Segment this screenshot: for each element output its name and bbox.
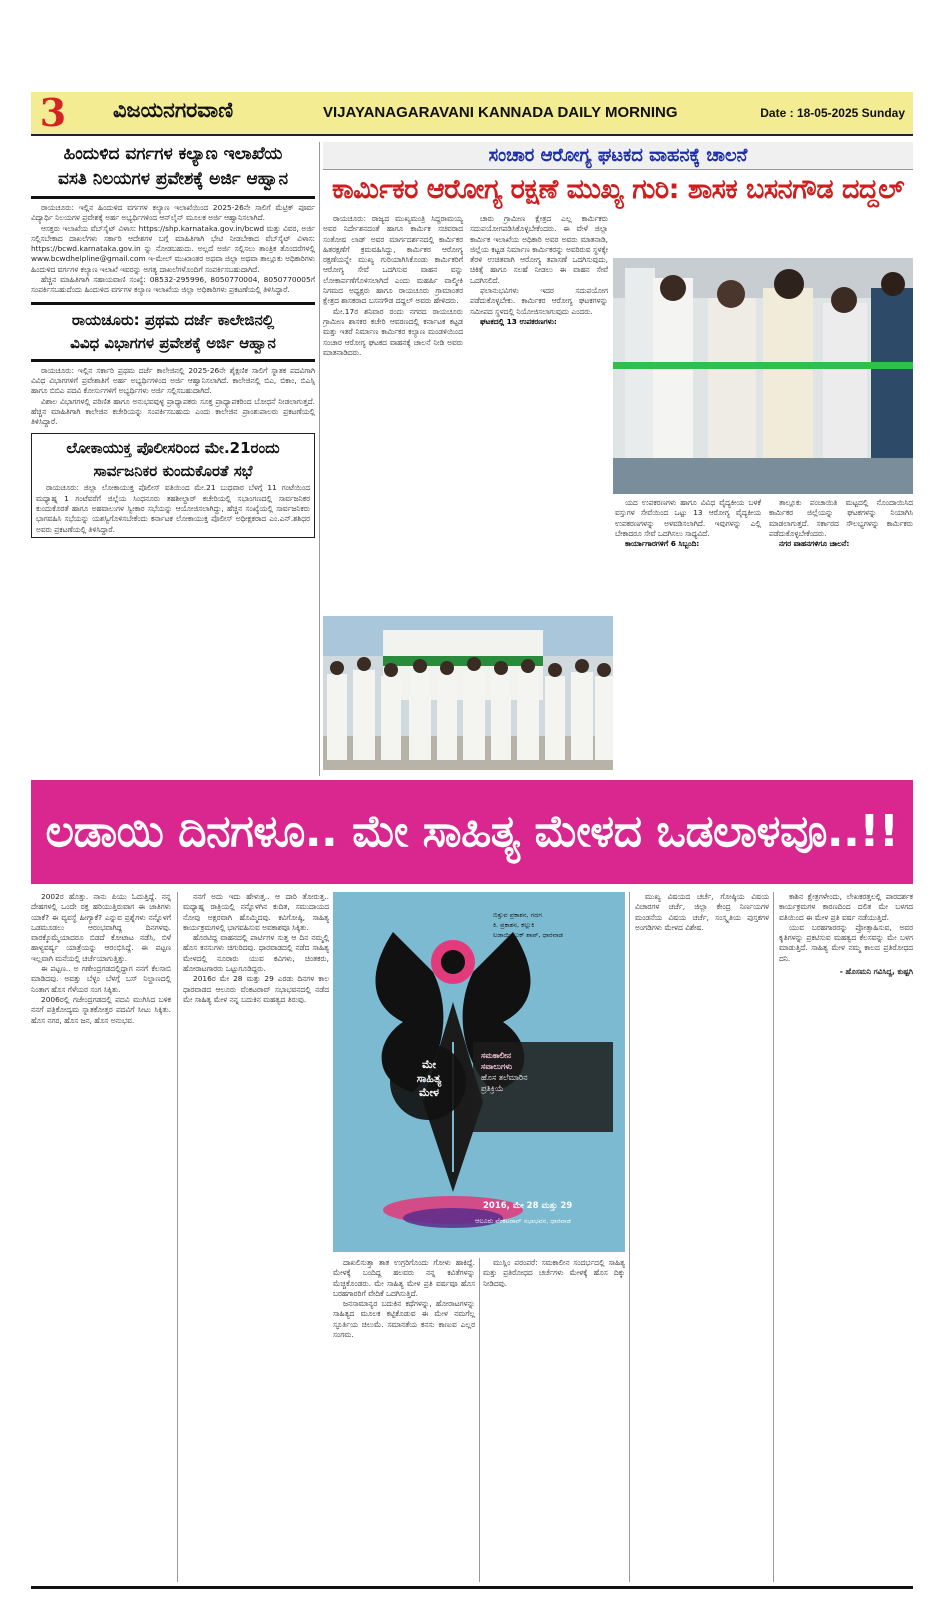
banner-headline: ಲಡಾಯಿ ದಿನಗಳೂ.. ಮೇ ಸಾಹಿತ್ಯ ಮೇಳದ ಒಡಲಾಳವೂ..!! (45, 806, 899, 857)
page-number: 3 (39, 90, 67, 135)
poster-date: 2016, ಮೇ 28 ಮತ್ತು 29 (483, 1201, 573, 1211)
group-illustration (323, 616, 613, 770)
story-body: ರಾಯಚೂರು: ಇಲ್ಲಿನ ಹಿಂದುಳಿದ ವರ್ಗಗಳ ಕಲ್ಯಾಣ ಇಲಾಖೆಯಿಂದ 2025-26ನೇ ಸಾಲಿಗೆ ಮೆಟ್ರಿಕ್ ಪೂರ್ವ ವಿದ್ಯಾರ್ಥಿ ನಿಲಯಗಳ ಪ್ರವೇಶಕ್ಕೆ ಅರ್ಹ ಅಭ್ಯರ್ಥಿಗಳಿಂದ ಆನ್‌ಲೈನ್ ಮೂಲಕ ಅರ್ಜಿ ಆಹ್ವಾನಿಸಲಾಗಿದೆ. ಆಸಕ್ತರು ಇಲಾಖೆಯ ವೆಬ್‌ಸೈಟ್ ವಿಳಾಸ: https://shp.karnataka.gov.in/bcwd ಮತ್ತು ವಿವರ, ಅರ್ಜಿ ಸಲ್ಲಿಸಬೇಕಾದ ದಾಖಲೆಗಳು ಸರ್ಕಾರಿ ಆದೇಶಗಳ ಬಗ್ಗೆ ಮಾಹಿತಿಗಾಗಿ ಭೇಟಿ ನೀಡಬೇಕಾದ ವೆಬ್‌ಸೈಟ್ ವಿಳಾಸ: https://bcwd.karnataka.gov.in ನ್ನು ನೋಡಬಹುದು. ಅಲ್ಲದೆ ಅರ್ಜಿ ಸಲ್ಲಿಸಲು ತಾಂತ್ರಿಕ ತೊಂದರೆಗಳಲ್ಲಿ www.bcwdhelpline@gmail.com ಇ-ಮೇಲ್ ಮುಖಾಂತರ ಅಥವಾ ಜಿಲ್ಲಾ ಅಥವಾ ತಾಲ್ಲೂಕು ಅಧಿಕಾರಿಗಳು ಹಿಂದುಳಿದ ವರ್ಗಗಳ ಕಲ್ಯಾಣ ಇಲಾಖೆ ಇವರನ್ನು ಅಗತ್ಯ ದಾಖಲೆಗಳೊಂದಿಗೆ ಸಂಪರ್ಕಿಸಬಹುದಾಗಿದೆ. ಹೆಚ್ಚಿನ ಮಾಹಿತಿಗಾಗಿ ಸಹಾಯವಾಣಿ ಸಂಖ್ಯೆ: 08532-295996, 8050770004, 8050770005ಗೆ ಸಂಪರ್ಕಿಸಬಹುದೆಂದು ಹಿಂದುಳಿದ ವರ್ಗಗಳ ಕಲ್ಯಾಣ ಇಲಾಖೆಯ ಜಿಲ್ಲಾ ಅಧಿಕಾರಿಗಳು ಪ್ರಕಟಣೆಯಲ್ಲಿ ತಿಳಿಸಿದ್ದಾರೆ. (31, 203, 315, 295)
poster-theme: ಸಮಕಾಲೀನ ಸವಾಲುಗಳು ಹೊಸ ತಲೆಮಾರಿನ ಪ್ರತಿಕ್ರಿಯೆ (481, 1051, 528, 1093)
story-column-2: ಚಾರು ಗ್ರಾಮೀಣ ಕ್ಷೇತ್ರದ ಎಲ್ಲ ಕಾರ್ಮಿಕರು ಸದುಪಯೋಗಪಡಿಸಿಕೊಳ್ಳಬೇಕೆಂದರು. ಈ ವೇಳೆ ಜಿಲ್ಲಾ ಕಾರ್ಮಿಕ ಇಲಾಖೆಯ ಅಧಿಕಾರಿ ಅವರ ಅವರು ಮಾತನಾಡಿ, ಜಿಲ್ಲೆಯ ಕಟ್ಟಡ ನಿರ್ಮಾಣ ಕಾರ್ಮಿಕರನ್ನು ಅವರಿರುವ ಸ್ಥಳಕ್ಕೇ ತೆರಳಿ ಉಚಿತವಾಗಿ ಆರೋಗ್ಯ ತಪಾಸಣೆ ಒದಗಿಸುವುದು, ಚಿಕಿತ್ಸೆ ಹಾಗೂ ಸಲಹೆ ನೀಡಲು ಈ ವಾಹನ ಸೇವೆ ಒದಗಿಸಲಿದೆ. ಫಲಾನುಭವಿಗಳು ಇದರ ಸದುಪಯೋಗ ಪಡೆದುಕೊಳ್ಳಬೇಕು. ಕಾರ್ಮಿಕರ ಆರೋಗ್ಯ ಘಟಕಗಳನ್ನು ಸಮೀಪದ ಸ್ಥಳದಲ್ಲಿ ನಿಯೋಜಿಸಲಾಗುವುದು ಎಂದರು. ಘಟಕದಲ್ಲಿ 13 ಉಪಕರಣಗಳು: (470, 214, 608, 326)
divider (31, 196, 315, 199)
left-column (31, 142, 315, 776)
column-divider (773, 892, 774, 1582)
column-divider (319, 142, 320, 776)
event-poster (333, 892, 625, 1252)
story-headline: ಲೋಕಾಯುಕ್ತ ಪೊಲೀಸರಿಂದ ಮೇ.21ರಂದು ಸಾರ್ವಜನಿಕರ ಕುಂದುಕೊರತೆ ಸಭೆ (66, 439, 280, 481)
story-college-admission (31, 309, 315, 428)
feature-column-5: ಕಾಶಿನ ಕ್ಷೇತ್ರಗಳೇಂದು, ಲೇಖಕರತ್ತಲಲ್ಲಿ ಪಾರದರ್ಶಕ ಕಾರ್ಯಕ್ರಮಗಳ ಕಾರಣದಿಂದ ದಲಿತ ಮೇ ಬಳಗದ ವತಿಯಿಂದ ಈ ಮೇಳ ಪ್ರತಿ ವರ್ಷ ನಡೆಯುತ್ತಿದೆ. ಯುವ ಬರಹಗಾರರನ್ನು ಪ್ರೋತ್ಸಾಹಿಸುವ, ಅವರ ಕೃತಿಗಳನ್ನು ಪ್ರಕಟಿಸುವ ಮಹತ್ವದ ಕೆಲಸವನ್ನು ಮೇ ಬಳಗ ಮಾಡುತ್ತಿದೆ. ಸಾಹಿತ್ಯ ಮೇಳ ನಮ್ಮ ಕಾಲದ ಪ್ರತಿರೋಧದ ದನಿ. - ಹೊಸಮನಿ ಗವಿಸಿದ್ದ, ಕುಷ್ಟಗಿ (779, 892, 913, 977)
poster-venue: ಆಲೂರು ವೆಂಕಟರಾವ್ ಸಭಾಭವನ, ಧಾರವಾಡ (475, 1217, 571, 1225)
feature-column-2: ನನಗೆ ಅದು ಇದು ಹೇಳುತ್ತ.. ಆ ದಾರಿ ತೋರುತ್ತ.. ಮಧ್ಯಾಹ್ನ ರಾತ್ರಿಯಲ್ಲಿ ನನ್ನೊಳಗಿನ ಕುದಿತ, ಸಮುದಾಯದ ನೋವು ಅಕ್ಷರವಾಗಿ ಹೊಮ್ಮಿದವು. ಕವಿಗೋಷ್ಠಿ, ಸಾಹಿತ್ಯ ಕಾರ್ಯಕ್ರಮಗಳಲ್ಲಿ ಭಾಗವಹಿಸುವ ಅವಕಾಶವೂ ಸಿಕ್ಕಿತು. ಹೊರಟಿದ್ದ ವಾಹನದಲ್ಲಿ ಪಾರ್ಟಿಗಳ ಸುತ್ತ ಆ ದಿನ ನಮ್ಮಲ್ಲಿ ಹೊಸ ಕನಸುಗಳು ಚಿಗುರಿದವು. ಧಾರವಾಡದಲ್ಲಿ ನಡೆದ ಸಾಹಿತ್ಯ ಮೇಳದಲ್ಲಿ ನೂರಾರು ಯುವ ಕವಿಗಳು, ಚಿಂತಕರು, ಹೋರಾಟಗಾರರು ಒಟ್ಟುಗೂಡಿದ್ದರು. 2016ರ ಮೇ 28 ಮತ್ತು 29 ಎರಡು ದಿನಗಳ ಕಾಲ ಧಾರವಾಡದ ಆಲೂರು ವೆಂಕಟರಾವ್ ಸಭಾಭವನದಲ್ಲಿ ನಡೆದ ಮೇ ಸಾಹಿತ್ಯ ಮೇಳ ನನ್ನ ಬದುಕಿನ ಮಹತ್ವದ ತಿರುವು. (183, 892, 329, 1004)
article-author: - ಹೊಸಮನಿ ಗವಿಸಿದ್ದ, ಕುಷ್ಟಗಿ (839, 967, 913, 977)
feature-column-4: ಮುಖ್ಯ ವಿಷಯದ ಚರ್ಚೆ, ಗೋಷ್ಠಿಯ ವಿಷಯ ವಿಚಾರಗಳ ಚರ್ಚೆ, ಜಿಲ್ಲಾ ಕೇಂದ್ರ ನಿರ್ಣಯಗಳ ಮಂಡನೆಯ ವಿಷಯ ಚರ್ಚೆ, ಸಂಸ್ಕೃತಿಯ ಪುಸ್ತಕಗಳ ಅಂಗಡಿಗಳು ಮೇಳದ ವಿಶೇಷ. (635, 892, 769, 932)
story-body: ರಾಯಚೂರು: ಇಲ್ಲಿನ ಸರ್ಕಾರಿ ಪ್ರಥಮ ದರ್ಜೆ ಕಾಲೇಜಿನಲ್ಲಿ 2025-26ನೇ ಶೈಕ್ಷಣಿಕ ಸಾಲಿಗೆ ಸ್ನಾತಕ ಪದವಿಗಾಗಿ ವಿವಿಧ ವಿಭಾಗಗಳಿಗೆ ಪ್ರವೇಶಾತಿಗೆ ಅರ್ಹ ಅಭ್ಯರ್ಥಿಗಳಿಂದ ಅರ್ಜಿ ಆಹ್ವಾನಿಸಲಾಗಿದೆ. ಕಾಲೇಜಿನಲ್ಲಿ ಬಿಎ, ಬಿಕಾಂ, ಬಿಎಸ್ಸಿ ಹಾಗೂ ಬಿಬಿಎ ಪದವಿ ಕೋರ್ಸುಗಳಿಗೆ ಅಭ್ಯರ್ಥಿಗಳು ಅರ್ಜಿ ಸಲ್ಲಿಸಬಹುದಾಗಿದೆ. ವಿಶಾಲ ವಿಭಾಗಗಳಲ್ಲಿ ಪರಿಣಿತ ಹಾಗೂ ಅನುಭವವುಳ್ಳ ಪ್ರಾಧ್ಯಾಪಕರು ಸೂಕ್ತ ಪ್ರಾಧ್ಯಾಪಕರಿಂದ ಬೋಧನೆ ನೀಡಲಾಗುತ್ತದೆ. ಹೆಚ್ಚಿನ ಮಾಹಿತಿಗಾಗಿ ಕಾಲೇಜಿನ ಕಚೇರಿಯನ್ನು ಸಂಪರ್ಕಿಸಬಹುದು ಎಂದು ಕಾಲೇಜಿನ ಪ್ರಾಂಶುಪಾಲರು ಪ್ರಕಟಣೆಯಲ್ಲಿ ತಿಳಿಸಿದ್ದಾರೆ. (31, 365, 315, 427)
story-body: ರಾಯಚೂರು: ಜಿಲ್ಲಾ ಲೋಕಾಯುಕ್ತ ಪೊಲೀಸ್ ವತಿಯಿಂದ ಮೇ.21 ಬುಧವಾರ ಬೆಳಗ್ಗೆ 11 ಗಂಟೆಯಿಂದ ಮಧ್ಯಾಹ್ನ 1 ಗಂಟೆವರೆಗೆ ಜಿಲ್ಲೆಯ ಸಿಂಧನೂರು ತಹಶೀಲ್ದಾರ್ ಕಚೇರಿಯಲ್ಲಿ ಸಭಾಂಗಣದಲ್ಲಿ ಸಾರ್ವಜನಿಕರ ಕುಂದುಕೊರತೆ ಹಾಗೂ ಅಹವಾಲುಗಳ ಸ್ವೀಕಾರ ಸಭೆಯನ್ನು ಆಯೋಜಿಸಲಾಗಿದ್ದು, ಹೆಚ್ಚಿನ ಸಂಖ್ಯೆಯಲ್ಲಿ ಸಾರ್ವಜನಿಕರು ಭಾಗವಹಿಸಿ ಸಭೆಯನ್ನು ಯಶಸ್ವಿಗೊಳಿಸಬೇಕೆಂದು ಕರ್ನಾಟಕ ಲೋಕಾಯುಕ್ತ ಪೊಲೀಸ್ ಅಧೀಕ್ಷಕರಾದ ಎಂ.ಎನ್.ಶಶಿಧರ ಅವರು ಪ್ರಕಟಣೆಯಲ್ಲಿ ತಿಳಿಸಿದ್ದಾರೆ. (36, 483, 310, 534)
poster-title: ಮೇ ಸಾಹಿತ್ಯ ಮೇಳ (416, 1058, 442, 1099)
top-story (323, 142, 913, 776)
poster-organizers: ಬಿತ್ತುವ ಪ್ರಕಾಶನ, ಗದಗ ಕಿ. ಪ್ರಕಾಶನ, ಕಲ್ಲುಕಿ ಲಡಾಯಿ ಬುಕ್ ಶಾಪ್, ಧಾರವಾಡ (493, 911, 564, 939)
group-photo-with-vehicle (323, 616, 613, 770)
story-headline: ಕಾರ್ಮಿಕರ ಆರೋಗ್ಯ ರಕ್ಷಣೆ ಮುಖ್ಯ ಗುರಿ: ಶಾಸಕ ಬಸನಗೌಡ ದದ್ದಲ್ (331, 174, 905, 205)
story-headline: ರಾಯಚೂರು: ಪ್ರಥಮ ದರ್ಜೆ ಕಾಲೇಜಿನಲ್ಲಿ ವಿವಿಧ ವಿಭಾಗಗಳ ಪ್ರವೇಶಕ್ಕೆ ಅರ್ಜಿ ಆಹ್ವಾನ (70, 310, 276, 352)
feature-column-4a: ಮುಸ್ಲಿಂ ಪರಂಪರೆ: ಸಮಕಾಲೀನ ಸಂದರ್ಭದಲ್ಲಿ ಸಾಹಿತ್ಯ ಮತ್ತು ಪ್ರತಿರೋಧದ ಚರ್ಚೆಗಳು ಮೇಳಕ್ಕೆ ಹೊಸ ದಿಕ್ಕು ನೀಡಿದವು. (483, 1258, 625, 1288)
story-column-4: ತಾಲ್ಲೂಕು ಪಂಚಾಯಿತಿ ಮಟ್ಟದಲ್ಲಿ ನೊಂದಾಯಿಸಿದ ಕಾರ್ಮಿಕರ ಜಿಲ್ಲೆಯನ್ನು ಘಟಕಗಳನ್ನು ನಿಯಾಗಿಸಿ ಮಾಡಲಾಗುತ್ತದೆ. ಸರ್ಕಾರದ ಸೌಲಭ್ಯಗಳನ್ನು ಕಾರ್ಮಿಕರು ಪಡೆದುಕೊಳ್ಳಬೇಕೆಂದರು. ನಗರ ವಾಹನಗಳಿಗೂ ಚಾಲನೆ: (769, 498, 913, 549)
story-column-3: ಯದ ಉಪಕರಣಗಳು ಹಾಗೂ ವಿವಿಧ ವೈದ್ಯಕೀಯ ಬಳಕೆ ವಸ್ತುಗಳ ಸೇವೆಯಿಂದ ಒಟ್ಟು 13 ಆರೋಗ್ಯ ವೈದ್ಯಕೀಯ ಉಪಕರಣಗಳನ್ನು ಅಳವಡಿಸಲಾಗಿದೆ. ಇವುಗಳನ್ನು ಎಲ್ಲಿ ಬೇಕಾದರೂ ಸೇವೆ ಒದಗಿಸಲು ಸಾಧ್ಯವಿದೆ. ಕಾರ್ಯಾಗಾರಗಳಿಗೆ 6 ಸಿಬ್ಬಂದಿ: (615, 498, 761, 549)
divider (31, 359, 315, 362)
issue-date: Date : 18-05-2025 Sunday (760, 106, 905, 120)
ribbon-cutting-illustration (613, 258, 913, 494)
feature-article (31, 892, 913, 1592)
page-bottom-rule (31, 1586, 913, 1589)
story-lokayukta (31, 433, 315, 537)
column-divider (177, 892, 178, 1582)
column-divider (629, 892, 630, 1582)
paper-name-kannada: ವಿಜಯನಗರವಾಣಿ (113, 98, 234, 122)
masthead (31, 92, 913, 136)
story-kicker: ಸಂಚಾರ ಆರೋಗ್ಯ ಘಟಕದ ವಾಹನಕ್ಕೆ ಚಾಲನೆ (323, 142, 913, 170)
feature-column-1: 2002ರ ಹೊತ್ತು. ನಾನು ಪಿಯು ಓದುತ್ತಿದ್ದೆ. ನನ್ನ ದೇಹಗಳಲ್ಲಿ ಒಂದೇ ರಕ್ತ ಹರಿಯುತ್ತಿರುವಾಗ ಈ ಜಾತಿಗಳು ಯಾಕೆ? ಈ ವ್ಯವಸ್ಥೆ ಹೀಗ್ಯಾಕೆ? ಎನ್ನುವ ಪ್ರಶ್ನೆಗಳು ನನ್ನೊಳಗೆ ಒಡಮೂಡಲು ಆರಂಭವಾಗಿದ್ದ ದಿನಗಳವು. ವಾರಕ್ಕೊಮ್ಮೆಯಾದರೂ ಬಿಡದೆ ಕೋಟಾಟ ನಡೆಸಿ, ಬಿಳೆ ಹಾಳ್ಯವರ್ಷ್ಯ ಯಾತ್ರೆಯನ್ನು ಆರಂಭಿಸಿದ್ದೆ. ಈ ಪಟ್ಟಣ ಇಲ್ಲವಾಗಿ ಮನೆಯಲ್ಲಿ ಚರ್ಚೆಯಾಗುತ್ತಿತ್ತು. ಈ ಪಟ್ಟಣ.. ಅ ಗಣೇಂದ್ರಗಡದಲ್ಲಿದ್ದಾಗ ನನಗೆ ಕೆಲಸಾಬಿ ಮಾಡಿದವು. ಅವತ್ತು ಬೆಳ್ಳಂ ಬೆಳಗ್ಗೆ ಬಸ್ ನಿಲ್ದಾಣದಲ್ಲಿ ನಿಂತಾಗ ಹೊಸ ಗೆಳೆಯರ ಸಂಗ ಸಿಕ್ಕಿತು. 2006ರಲ್ಲಿ ಗಜೇಂದ್ರಗಡದಲ್ಲಿ ಪದವಿ ಮುಗಿಸಿದ ಬಳಿಕ ನನಗೆ ಪತ್ರಿಕೋದ್ಯಮ ಸ್ನಾತಕೋತ್ತರ ಪದವಿಗೆ ಸೀಟು ಸಿಕ್ಕಿತು. ಹೊಸ ನಗರ, ಹೊಸ ಜನ, ಹೊಸ ಅನುಭವ. (31, 892, 171, 1025)
feature-column-3: ದಾಖಲಿಸುತ್ತಾ ತಾತ ಉಗ್ರರಿಗೊಂದು ಗೋಳು ಹಾಕಿದ್ದೆ. ಮೇಳಕ್ಕೆ ಬಂದಿದ್ದ ಹಲವರು ನನ್ನ ಕವಿತೆಗಳನ್ನು ಮೆಚ್ಚಿಕೊಂಡರು. ಮೇ ಸಾಹಿತ್ಯ ಮೇಳ ಪ್ರತಿ ವರ್ಷವೂ ಹೊಸ ಬರಹಗಾರರಿಗೆ ವೇದಿಕೆ ಒದಗಿಸುತ್ತಿದೆ. ಜನಸಾಮಾನ್ಯರ ಬದುಕಿನ ಕಥೆಗಳನ್ನು, ಹೋರಾಟಗಳನ್ನು ಸಾಹಿತ್ಯದ ಮೂಲಕ ಕಟ್ಟಿಕೊಡುವ ಈ ಮೇಳ ನಮಗೆಲ್ಲ ಸ್ಫೂರ್ತಿಯ ಚಿಲುಮೆ. ಸಮಾನತೆಯ ಕನಸು ಕಾಣುವ ಎಲ್ಲರ ಸಂಗಮ. (333, 1258, 475, 1340)
story-column-1: ರಾಯಚೂರು: ರಾಜ್ಯದ ಮುಖ್ಯಮಂತ್ರಿ ಸಿದ್ದರಾಮಯ್ಯ ಅವರ ನಿರ್ದೇಶನದಂತೆ ಹಾಗೂ ಕಾರ್ಮಿಕ ಸಚಿವರಾದ ಸಂತೋಷ ಲಾಡ್ ಅವರ ಮಾರ್ಗದರ್ಶನದಲ್ಲಿ ಕಾರ್ಮಿಕರ ಹಿತರಕ್ಷಣೆಗೆ ಕ್ರಮವಹಿಸಿದ್ದು, ಕಾರ್ಮಿಕರ ಆರೋಗ್ಯ ರಕ್ಷಣೆಯನ್ನೇ ಮುಖ್ಯ ಗುರಿಯಾಗಿಸಿಕೊಂಡು ಕಾರ್ಮಿಕರಿಗೆ ಆರೋಗ್ಯ ಸೇವೆ ಒದಗಿಸುವ ವಾಹನ ವನ್ನು ಲೋಕಾರ್ಪಣೆಗೊಳಿಸಲಾಗಿದೆ ಎಂದು ಮಹರ್ಷಿ ವಾಲ್ಮೀಕಿ ನಿಗಮದ ಅಧ್ಯಕ್ಷರು ಹಾಗೂ ರಾಯಚೂರು ಗ್ರಾಮಾಂತರ ಕ್ಷೇತ್ರದ ಶಾಸಕರಾದ ಬಸನಗೌಡ ದದ್ದಲ್ ಅವರು ಹೇಳಿದರು. ಮೇ.17ರ ಶನಿವಾರ ರಂದು ನಗರದ ರಾಯಚೂರು ಗ್ರಾಮೀಣ ಶಾಸಕರ ಕಚೇರಿ ಆವರಣದಲ್ಲಿ ಕರ್ನಾಟಕ ಕಟ್ಟಡ ಮತ್ತು ಇತರೆ ನಿರ್ಮಾಣ ಕಾರ್ಮಿಕರ ಕಲ್ಯಾಣ ಮಂಡಳಿಯಿಂದ ಸಂಚಾರ ಆರೋಗ್ಯ ಘಟಕದ ವಾಹನಕ್ಕೆ ಚಾಲನೆ ನೀಡಿ ಅವರು ಮಾತನಾಡಿದರು. (323, 214, 463, 357)
divider (31, 302, 315, 305)
story-headline: ಹಿಂದುಳಿದ ವರ್ಗಗಳ ಕಲ್ಯಾಣ ಇಲಾಖೆಯ ವಸತಿ ನಿಲಯಗಳ ಪ್ರವೇಶಕ್ಕೆ ಅರ್ಜಿ ಆಹ್ವಾನ (57, 144, 289, 189)
paper-name-english: VIJAYANAGARAVANI KANNADA DAILY MORNING (323, 104, 678, 121)
feature-banner (31, 780, 913, 884)
column-divider (479, 1258, 480, 1582)
story-hostel-admission (31, 142, 315, 296)
newspaper-page (31, 92, 913, 1592)
ribbon-cutting-photo (613, 258, 913, 494)
